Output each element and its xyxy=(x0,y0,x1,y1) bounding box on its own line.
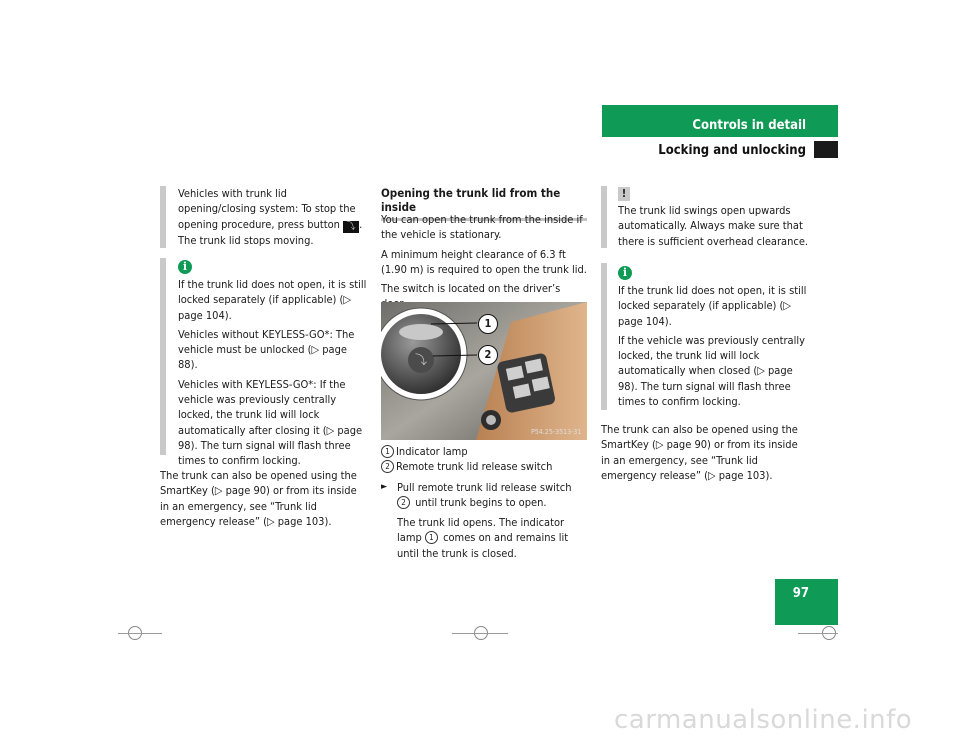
instruction-result xyxy=(397,515,587,561)
step-text: Pull remote trunk lid release switch xyxy=(397,481,572,494)
note-top-end: . The trunk lid stops moving. xyxy=(178,217,363,247)
info-text: If the vehicle was previously centrally locked, the trunk lid will lock automatically when closed (▷ page 98). The turn signal will flash three times to confirm locking. xyxy=(618,333,805,409)
note-bar xyxy=(160,186,166,248)
info-text: If the trunk lid does not open, it is still locked separately (if applicable) (▷ page 104). xyxy=(618,284,807,328)
watermark: carmanualsonline.info xyxy=(614,705,913,735)
instruction-step xyxy=(381,480,587,511)
intro-text xyxy=(381,212,587,316)
note-top-text: Vehicles with trunk lid opening/closing system: To stop the opening procedure, press button xyxy=(178,187,356,231)
section-title: Controls in detail xyxy=(692,118,806,133)
warning-icon: ! xyxy=(618,187,630,201)
result-text: The trunk lid opens. The indicator lamp xyxy=(397,516,565,545)
info-block-2 xyxy=(618,283,810,413)
note-top xyxy=(178,186,368,248)
intro-p3: The switch is located on the driver’s xyxy=(381,282,561,296)
warning-text: The trunk lid swings open upwards automatically. Always make sure that there is sufficient overhead clearance. xyxy=(618,204,809,248)
info-bar-2 xyxy=(601,263,607,410)
subtitle-marker xyxy=(814,141,838,158)
info-text: Vehicles with KEYLESS-GO*: If the vehicle was previously centrally locked, the trunk lid will lock automatically after closing it (▷ page 98). The turn signal will flash three times to confirm locking. xyxy=(178,377,363,468)
section-subtitle: Locking and unlocking xyxy=(658,143,806,158)
legend xyxy=(381,444,587,475)
result-number: 1 xyxy=(425,531,438,544)
legend-item-1 xyxy=(381,444,587,459)
legend-number-1: 1 xyxy=(381,445,394,458)
trunk-paragraph: The trunk can also be opened using the SmartKey (▷ page 90) or from its inside in an emergency, see “Trunk lid emergency release” (▷ page 103). xyxy=(160,469,357,528)
info-text: If the trunk lid does not open, it is still locked separately (if applicable) (▷ page 104). xyxy=(178,278,367,322)
legend-text-1: Indicator lamp xyxy=(396,445,468,458)
legend-number-2: 2 xyxy=(381,460,394,473)
callout-2: 2 xyxy=(478,345,498,365)
warning-bar xyxy=(601,186,607,248)
callout-1: 1 xyxy=(478,314,498,334)
info-block-1 xyxy=(178,277,368,473)
trunk-paragraph: The trunk can also be opened using the SmartKey (▷ page 90) or from its inside in an emergency, see “Trunk lid emergency release” (▷ page 103). xyxy=(601,423,798,482)
info-text: Vehicles without KEYLESS-GO*: The vehicle must be unlocked (▷ page 88). xyxy=(178,327,355,372)
crop-line xyxy=(118,633,162,634)
info-bar-1 xyxy=(160,258,166,455)
step-end: until trunk begins to open. xyxy=(415,496,547,510)
door-switch-image xyxy=(381,302,587,440)
legend-text-2: Remote trunk lid release switch xyxy=(396,460,553,474)
intro-p2: A minimum height clearance of 6.3 ft (1.90 m) is required to open the trunk lid. xyxy=(381,247,587,276)
image-code: P54.25-3513-31 xyxy=(531,428,582,436)
info-icon: i xyxy=(178,260,192,274)
legend-item-2 xyxy=(381,459,587,474)
page-number: 97 xyxy=(792,586,809,601)
result-end: comes on and remains lit until the trunk is closed. xyxy=(397,531,569,560)
crop-line xyxy=(452,633,508,634)
intro-p1: You can open the trunk from the inside if the vehicle is stationary. xyxy=(381,213,583,242)
svg-text:⤵: ⤵ xyxy=(414,353,428,367)
heading-text: Opening the trunk lid from the inside xyxy=(381,186,561,214)
crop-line xyxy=(798,633,838,634)
info-icon: i xyxy=(618,266,632,280)
trunk-button-icon: ⤵ xyxy=(343,221,359,233)
step-number: 2 xyxy=(397,496,410,509)
